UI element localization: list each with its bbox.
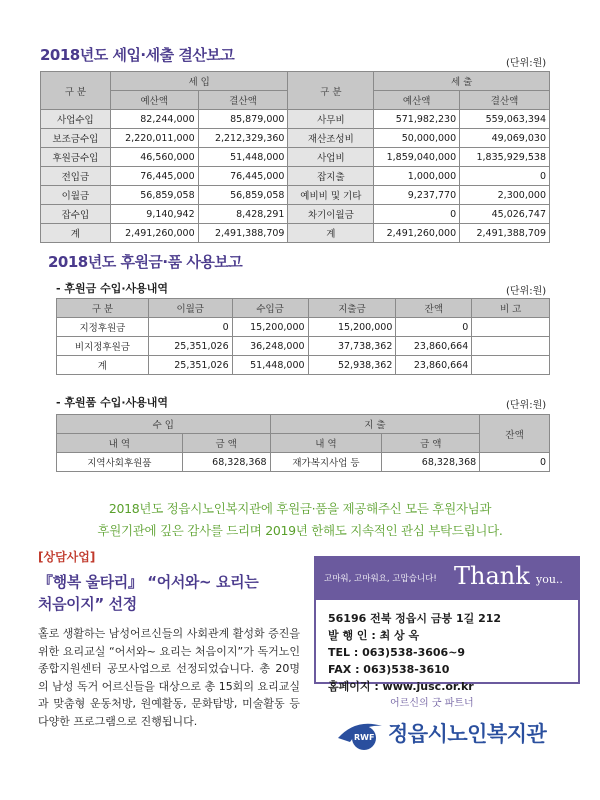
row-label: 후원금수입 — [41, 148, 111, 167]
row-label: 사업수입 — [41, 110, 111, 129]
row-label: 계 — [288, 224, 374, 243]
logo-tagline: 어르신의 굿 파트너 — [390, 698, 474, 709]
cell: 2,220,011,000 — [110, 129, 198, 148]
header-cell: 구 분 — [57, 299, 149, 318]
thanks-line-2: 후원기관에 깊은 감사를 드리며 2019년 한해도 지속적인 관심 부탁드립니다. — [97, 523, 503, 538]
header-amount: 금 액 — [182, 434, 270, 453]
table-row — [57, 318, 550, 337]
cell: 재가복지사업 등 — [270, 453, 382, 472]
cell: 52,938,362 — [308, 356, 396, 375]
cell: 2,491,388,709 — [198, 224, 288, 243]
cell: 0 — [374, 205, 460, 224]
banner-thank-text: Thank — [454, 562, 530, 590]
table-row-total — [41, 224, 550, 243]
logo-badge — [336, 708, 384, 756]
header-gubun2: 구 분 — [288, 72, 374, 110]
income-expense-table — [40, 71, 550, 243]
donation-money-table — [56, 298, 550, 375]
cell: 45,026,747 — [460, 205, 550, 224]
header-budget: 예산액 — [110, 91, 198, 110]
article — [38, 548, 300, 730]
row-label: 계 — [41, 224, 111, 243]
logo-name: 정읍시노인복지관 — [388, 722, 547, 746]
thank-you-banner — [314, 556, 580, 600]
report1-title: 2018년도 세입·세출 결산보고 — [40, 46, 235, 64]
address: 56196 전북 정읍시 금붕 1길 212 — [328, 612, 502, 625]
cell — [472, 356, 550, 375]
cell: 85,879,000 — [198, 110, 288, 129]
header-cell: 잔액 — [396, 299, 472, 318]
cell: 지역사회후원품 — [57, 453, 183, 472]
table-row — [41, 110, 550, 129]
cell: 559,063,394 — [460, 110, 550, 129]
cell: 9,237,770 — [374, 186, 460, 205]
cell: 51,448,000 — [232, 356, 308, 375]
thanks-message — [20, 498, 580, 542]
row-label: 잡지출 — [288, 167, 374, 186]
article-body: 홀로 생활하는 남성어르신들의 사회관계 활성화 증진을 위한 요리교실 “어서와~ 요리는 처음이지”가 독거노인종합지원센터 공모사업으로 선정되었습니다. 총 20명의 남성 독거 어르신들을 대상으로 총 15회의 요리교실과 맞춤형 운동처방, 원예활동, 문화탐방, 미술활동 등 다양한 프로그램으로 진행됩니다. — [38, 627, 300, 728]
cell: 15,200,000 — [308, 318, 396, 337]
header-cell: 지출금 — [308, 299, 396, 318]
row-label: 비지정후원금 — [57, 337, 149, 356]
contact-info-box — [314, 598, 580, 693]
cell: 0 — [480, 453, 550, 472]
article-headline — [38, 571, 300, 615]
cell: 68,328,368 — [382, 453, 480, 472]
cell: 37,738,362 — [308, 337, 396, 356]
cell: 23,860,664 — [396, 337, 472, 356]
thanks-line-1: 2018년도 정읍시노인복지관에 후원금·품을 제공해주신 모든 후원자님과 — [108, 501, 492, 516]
header-budget2: 예산액 — [374, 91, 460, 110]
logo-swoosh-icon — [336, 708, 384, 756]
cell: 2,491,388,709 — [460, 224, 550, 243]
report1-unit: (단위:원) — [506, 58, 547, 69]
row-label: 계 — [57, 356, 149, 375]
cell: 9,140,942 — [110, 205, 198, 224]
row-label: 사업비 — [288, 148, 374, 167]
table-row — [41, 167, 550, 186]
table-row — [41, 186, 550, 205]
money-subtitle: - 후원금 수입·사용내역 — [56, 282, 169, 295]
table-row — [41, 205, 550, 224]
cell: 0 — [396, 318, 472, 337]
tel: TEL : 063)538-3606~9 — [328, 646, 466, 659]
goods-subtitle: - 후원품 수입·사용내역 — [56, 396, 169, 409]
header-settle2: 결산액 — [460, 91, 550, 110]
cell: 46,560,000 — [110, 148, 198, 167]
header-gubun: 구 분 — [41, 72, 111, 110]
header-cell: 수입금 — [232, 299, 308, 318]
row-label: 예비비 및 기타 — [288, 186, 374, 205]
publisher: 발 행 인 : 최 상 옥 — [328, 629, 420, 642]
cell: 2,491,260,000 — [374, 224, 460, 243]
cell: 76,445,000 — [198, 167, 288, 186]
cell: 25,351,026 — [148, 337, 232, 356]
article-headline-line-2: 처음이지” 선정 — [38, 595, 137, 613]
cell: 2,212,329,360 — [198, 129, 288, 148]
header-income: 세 입 — [110, 72, 288, 91]
fax: FAX : 063)538-3610 — [328, 663, 450, 676]
article-tag: [상담사업] — [38, 550, 96, 564]
cell: 36,248,000 — [232, 337, 308, 356]
cell — [472, 337, 550, 356]
cell: 1,859,040,000 — [374, 148, 460, 167]
header-item: 내 역 — [57, 434, 183, 453]
banner-small-text: 고마워, 고마워요, 고맙습니다! — [324, 574, 437, 584]
header-expense: 세 출 — [374, 72, 550, 91]
row-label: 사무비 — [288, 110, 374, 129]
header-income: 수 입 — [57, 415, 271, 434]
cell: 51,448,000 — [198, 148, 288, 167]
cell: 50,000,000 — [374, 129, 460, 148]
table-row-total — [57, 356, 550, 375]
cell: 0 — [148, 318, 232, 337]
table-row — [57, 337, 550, 356]
banner-you-text: you.. — [536, 573, 563, 586]
header-expense: 지 출 — [270, 415, 480, 434]
header-settle: 결산액 — [198, 91, 288, 110]
header-balance: 잔액 — [480, 415, 550, 453]
cell: 76,445,000 — [110, 167, 198, 186]
cell: 15,200,000 — [232, 318, 308, 337]
cell: 571,982,230 — [374, 110, 460, 129]
cell: 56,859,058 — [110, 186, 198, 205]
article-headline-line-1: 『행복 울타리』 “어서와~ 요리는 — [38, 573, 259, 591]
row-label: 잡수입 — [41, 205, 111, 224]
row-label: 전입금 — [41, 167, 111, 186]
report2-title: 2018년도 후원금·품 사용보고 — [48, 253, 243, 271]
cell: 1,000,000 — [374, 167, 460, 186]
cell: 8,428,291 — [198, 205, 288, 224]
goods-unit: (단위:원) — [506, 400, 547, 411]
row-label: 재산조성비 — [288, 129, 374, 148]
cell: 23,860,664 — [396, 356, 472, 375]
cell: 1,835,929,538 — [460, 148, 550, 167]
row-label: 이월금 — [41, 186, 111, 205]
cell: 25,351,026 — [148, 356, 232, 375]
table-row — [41, 148, 550, 167]
header-cell: 이월금 — [148, 299, 232, 318]
row-label: 차기이월금 — [288, 205, 374, 224]
cell: 2,491,260,000 — [110, 224, 198, 243]
cell: 56,859,058 — [198, 186, 288, 205]
table-row — [57, 453, 550, 472]
cell: 2,300,000 — [460, 186, 550, 205]
row-label: 지정후원금 — [57, 318, 149, 337]
cell: 0 — [460, 167, 550, 186]
header-cell: 비 고 — [472, 299, 550, 318]
logo-badge-text: RWF — [354, 733, 375, 742]
cell: 68,328,368 — [182, 453, 270, 472]
cell — [472, 318, 550, 337]
header-item2: 내 역 — [270, 434, 382, 453]
header-amount2: 금 액 — [382, 434, 480, 453]
homepage: 홈페이지 : www.jusc.or.kr — [328, 680, 474, 693]
table-row — [41, 129, 550, 148]
donation-goods-table — [56, 414, 550, 472]
money-unit: (단위:원) — [506, 286, 547, 297]
row-label: 보조금수입 — [41, 129, 111, 148]
cell: 49,069,030 — [460, 129, 550, 148]
cell: 82,244,000 — [110, 110, 198, 129]
